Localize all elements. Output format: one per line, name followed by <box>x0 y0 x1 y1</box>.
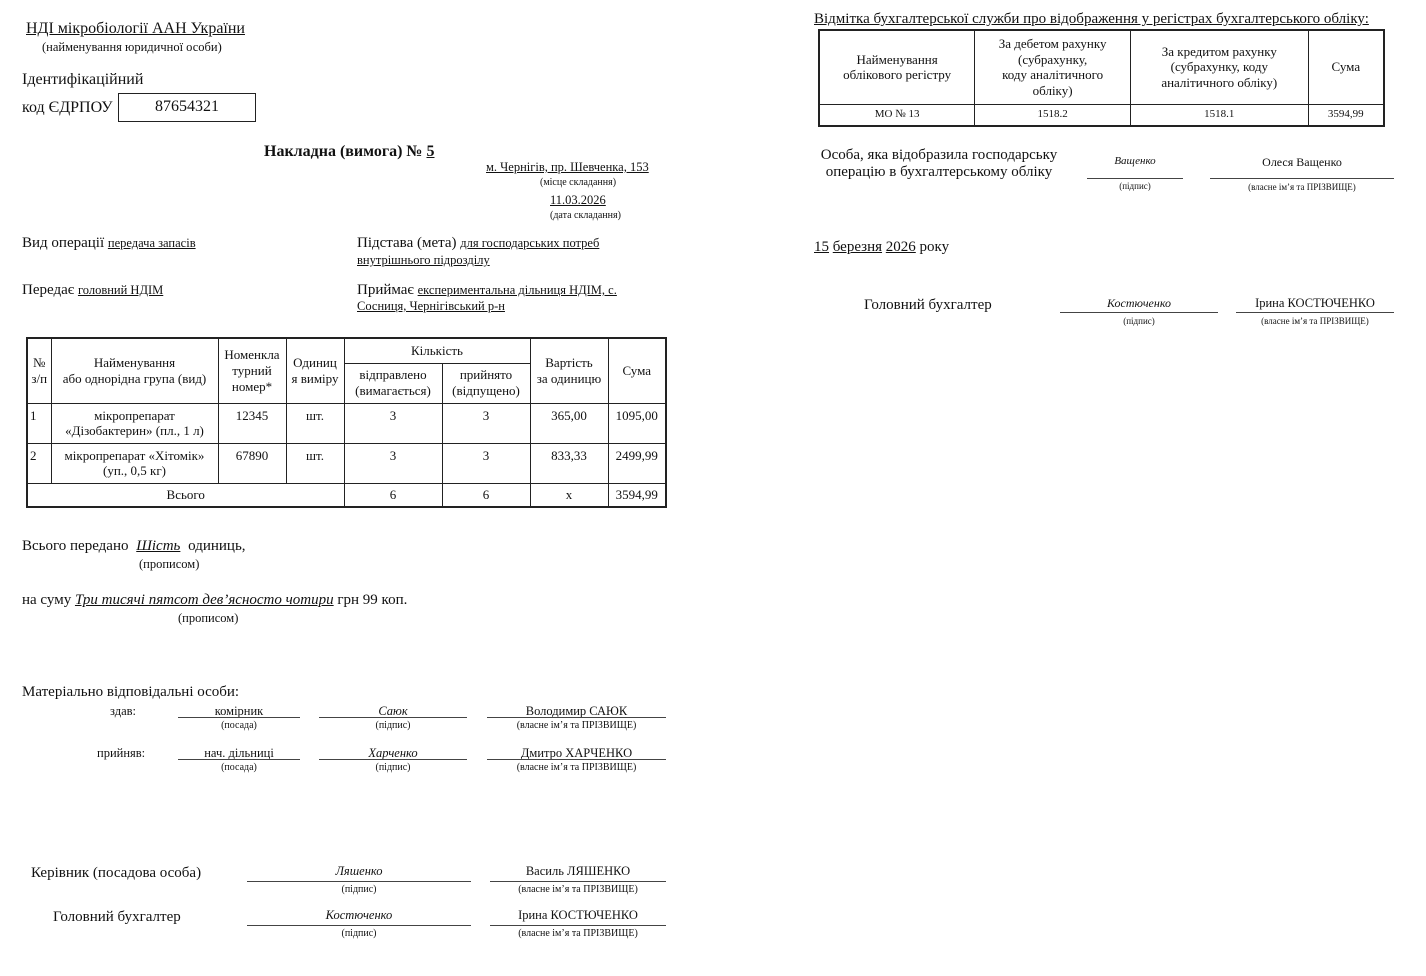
sum-caption: (прописом) <box>178 611 239 625</box>
op-basis-value-1: для господарських потреб <box>460 236 600 250</box>
gave-name: Володимир САЮК <box>525 704 628 718</box>
doc-title <box>264 143 435 161</box>
op-basis-label: Підстава (мета) <box>357 235 457 251</box>
cell-num: 1 <box>27 403 51 443</box>
doc-place-caption: (місце складання) <box>540 177 617 188</box>
head-label: Керівник (посадова особа) <box>31 865 202 881</box>
cell-unit: шт. <box>286 403 344 443</box>
org-name: НДІ мікробіології ААН України <box>26 20 245 37</box>
edrpou-label: код ЄДРПОУ <box>22 99 113 116</box>
cell-recv: 3 <box>442 443 530 483</box>
hdr-name: Найменування або однорідна група (вид) <box>51 338 218 403</box>
chief-accountant-signature: Костюченко <box>325 908 393 922</box>
took-name: Дмитро ХАРЧЕНКО <box>520 746 633 760</box>
sum-words: Три тисячі пятсот дев’ясносто чотири <box>74 592 334 608</box>
op-from-label: Передає <box>22 282 75 298</box>
hdr-unit: Одиниц я виміру <box>286 338 344 403</box>
accounting-table <box>818 29 1385 127</box>
items-table <box>26 337 667 508</box>
op-basis-value-2: внутрішнього підрозділу <box>357 253 490 267</box>
recorder-name: Олеся Ващенко <box>1262 155 1342 169</box>
gave-position: комірник <box>214 704 264 718</box>
total-recv: 6 <box>442 483 530 507</box>
cell-sent: 3 <box>344 403 442 443</box>
edrpou-code-box: 87654321 <box>118 93 256 122</box>
head-name: Василь ЛЯШЕНКО <box>525 864 631 878</box>
hdr-nom: Номенкла турний номер* <box>218 338 286 403</box>
date-year: 2026 <box>885 239 916 255</box>
right-chief-accountant-name-caption: (власне ім’я та ПРІЗВИЩЕ) <box>1261 316 1369 326</box>
units-label: одиниць, <box>188 538 246 554</box>
op-type-label: Вид операції <box>22 235 105 251</box>
took-name-caption: (власне ім’я та ПРІЗВИЩЕ) <box>516 762 637 773</box>
took-signature-caption: (підпис) <box>375 762 411 773</box>
cell-name: мікропрепарат «Хітомік» (уп., 0,5 кг) <box>51 443 218 483</box>
gave-signature-caption: (підпис) <box>375 720 411 731</box>
gave-name-caption: (власне ім’я та ПРІЗВИЩЕ) <box>516 720 637 731</box>
chief-accountant-label: Головний бухгалтер <box>53 909 181 925</box>
right-chief-accountant-name: Ірина КОСТЮЧЕНКО <box>1255 296 1375 310</box>
doc-title-text: Накладна (вимога) № <box>264 143 423 160</box>
gave-label: здав: <box>110 704 136 718</box>
acc-hdr-credit: За кредитом рахунку (субрахунку, коду аналітичного обліку) <box>1130 30 1308 104</box>
total-row <box>27 483 666 507</box>
transferred-line <box>22 538 246 555</box>
hdr-recv: прийнято (відпущено) <box>442 363 530 403</box>
acc-cell-credit: 1518.1 <box>1130 104 1308 126</box>
date-day: 15 <box>814 239 829 255</box>
doc-date: 11.03.2026 <box>550 193 606 207</box>
hdr-num: № з/п <box>27 338 51 403</box>
hdr-price: Вартість за одиницю <box>530 338 608 403</box>
cell-sent: 3 <box>344 443 442 483</box>
date-suffix: року <box>919 239 950 255</box>
took-position-caption: (посада) <box>221 762 257 773</box>
head-name-caption: (власне ім’я та ПРІЗВИЩЕ) <box>518 884 638 895</box>
cell-name: мікропрепарат «Дізобактерин» (пл., 1 л) <box>51 403 218 443</box>
op-type <box>22 235 196 252</box>
gave-position-caption: (посада) <box>221 720 257 731</box>
id-label: Ідентифікаційний <box>22 71 144 88</box>
transferred-words: Шість <box>136 538 181 554</box>
right-chief-accountant-signature-caption: (підпис) <box>1123 316 1155 326</box>
transferred-label: Всього передано <box>22 538 129 554</box>
acc-cell-register: МО № 13 <box>819 104 975 126</box>
op-from <box>22 282 163 299</box>
chief-accountant-signature-caption: (підпис) <box>341 928 377 939</box>
table-row <box>27 443 666 483</box>
recorder-label: Особа, яка відобразила господарську операцію в бухгалтерському обліку <box>820 147 1058 180</box>
cell-price: 833,33 <box>530 443 608 483</box>
acc-cell-debit: 1518.2 <box>975 104 1131 126</box>
table-row <box>27 403 666 443</box>
hdr-sent: відправлено (вимагається) <box>344 363 442 403</box>
total-sum: 3594,99 <box>608 483 666 507</box>
acc-hdr-register: Найменування облікового регістру <box>819 30 975 104</box>
op-to-label: Приймає <box>357 282 414 298</box>
op-to <box>357 282 617 299</box>
took-signature: Харченко <box>368 746 418 760</box>
accounting-title: Відмітка бухгалтерської служби про відображення у регістрах бухгалтерського обліку: <box>814 11 1369 27</box>
recorder-name-caption: (власне ім’я та ПРІЗВИЩЕ) <box>1248 182 1356 192</box>
op-to-value-2: Сосниця, Чернігівський р-н <box>357 299 505 313</box>
took-position: нач. дільниці <box>204 746 274 760</box>
accounting-date <box>814 239 949 256</box>
gave-signature: Саюк <box>378 704 408 718</box>
accounting-header-row <box>819 30 1384 104</box>
op-to-value-1: експериментальна дільниця НДІМ, с. <box>417 283 617 297</box>
doc-place: м. Чернігів, пр. Шевченка, 153 <box>486 160 649 174</box>
cell-sum: 1095,00 <box>608 403 666 443</box>
cell-unit: шт. <box>286 443 344 483</box>
head-signature: Ляшенко <box>335 864 383 878</box>
sum-label: на суму <box>22 592 72 608</box>
doc-number: 5 <box>426 143 435 160</box>
cell-recv: 3 <box>442 403 530 443</box>
chief-accountant-name: Ірина КОСТЮЧЕНКО <box>518 908 638 922</box>
chief-accountant-name-caption: (власне ім’я та ПРІЗВИЩЕ) <box>518 928 638 939</box>
cell-nom: 12345 <box>218 403 286 443</box>
op-from-value: головний НДІМ <box>77 283 164 297</box>
responsible-title: Матеріально відповідальні особи: <box>22 684 240 700</box>
right-chief-accountant-label: Головний бухгалтер <box>864 297 992 313</box>
head-signature-caption: (підпис) <box>341 884 377 895</box>
took-label: прийняв: <box>97 746 146 760</box>
org-name-caption: (найменування юридичної особи) <box>42 40 222 54</box>
hdr-qty: Кількість <box>344 338 530 363</box>
cell-nom: 67890 <box>218 443 286 483</box>
header-row-1 <box>27 338 666 363</box>
cell-sum: 2499,99 <box>608 443 666 483</box>
right-chief-accountant-signature: Костюченко <box>1107 296 1171 310</box>
table-row <box>819 104 1384 126</box>
acc-hdr-sum: Сума <box>1308 30 1384 104</box>
recorder-signature: Ващенко <box>1114 155 1156 167</box>
acc-cell-sum: 3594,99 <box>1308 104 1384 126</box>
date-month: березня <box>832 239 883 255</box>
acc-hdr-debit: За дебетом рахунку (субрахунку, коду аналітичного обліку) <box>975 30 1131 104</box>
total-price: x <box>530 483 608 507</box>
sum-tail: грн 99 коп. <box>337 592 408 608</box>
recorder-signature-caption: (підпис) <box>1119 181 1151 191</box>
doc-date-caption: (дата складання) <box>550 210 621 221</box>
sum-line <box>22 592 407 609</box>
total-sent: 6 <box>344 483 442 507</box>
hdr-sum: Сума <box>608 338 666 403</box>
total-label: Всього <box>27 483 344 507</box>
cell-price: 365,00 <box>530 403 608 443</box>
words-caption: (прописом) <box>139 557 200 571</box>
cell-num: 2 <box>27 443 51 483</box>
op-type-value: передача запасів <box>107 236 196 250</box>
op-basis <box>357 235 599 252</box>
